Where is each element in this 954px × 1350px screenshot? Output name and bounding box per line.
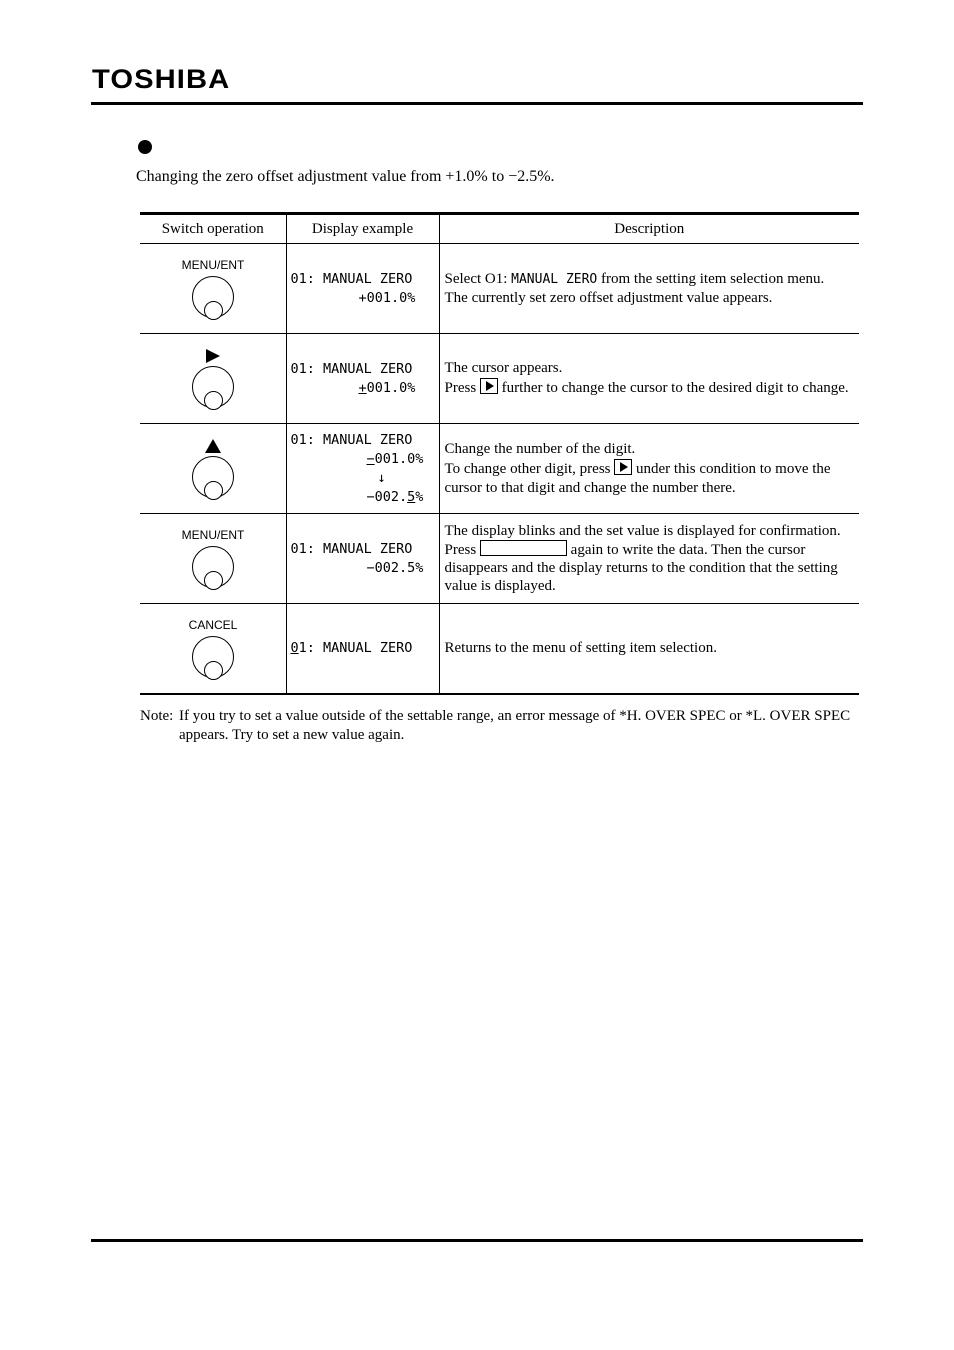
desc-text: Change the number of the digit. xyxy=(444,440,636,457)
desc-text: The currently set zero offset adjustment value appears. xyxy=(444,289,773,306)
table-row xyxy=(140,604,859,695)
cursor-char: − xyxy=(366,450,375,467)
desc-text: To change other digit, press xyxy=(444,460,615,477)
desc-text: under this condition to move the cursor to that digit and change the number there. xyxy=(444,460,831,496)
display-line: 001.0% xyxy=(374,450,424,467)
cursor-char: 5 xyxy=(407,488,416,505)
display-example xyxy=(287,431,439,507)
menu-ent-key-box xyxy=(480,540,567,556)
note xyxy=(140,707,860,745)
knob-icon xyxy=(192,366,234,408)
display-example xyxy=(287,540,439,578)
display-line: −002. xyxy=(366,488,408,505)
right-key-icon xyxy=(480,378,498,394)
description xyxy=(440,359,860,398)
description xyxy=(440,522,860,595)
display-example xyxy=(287,360,439,398)
right-key-icon xyxy=(614,459,632,475)
header-display-example: Display example xyxy=(286,214,439,244)
display-line: 001.0% xyxy=(366,379,416,396)
desc-text: again to write the data. Then the cursor disappears and the display returns to the condition that the setting value is displayed. xyxy=(444,542,838,594)
cursor-char: 0 xyxy=(290,640,299,656)
up-switch[interactable] xyxy=(140,424,286,513)
bullet-icon xyxy=(138,140,152,154)
switch-label: MENU/ENT xyxy=(181,528,245,542)
toshiba-logo: TOSHIBA xyxy=(92,64,231,94)
note-text: If you try to set a value outside of the settable range, an error message of *H. OVER SPEC or *L. OVER SPEC appears. Try to set a new value again. xyxy=(179,708,851,743)
desc-text: Select O1: xyxy=(444,270,512,287)
switch-label: MENU/ENT xyxy=(181,258,245,272)
table-row xyxy=(140,244,859,334)
desc-text: The cursor appears. xyxy=(444,360,563,376)
desc-text: from the setting item selection menu. xyxy=(597,270,825,287)
display-example xyxy=(287,639,439,658)
note-label: Note: xyxy=(140,708,174,724)
desc-text: Returns to the menu of setting item selection. xyxy=(444,640,717,656)
display-line: 01: MANUAL ZERO xyxy=(290,360,413,377)
up-arrow-icon xyxy=(205,439,221,453)
knob-icon xyxy=(192,636,234,678)
cursor-char: + xyxy=(358,379,367,396)
header-switch-operation: Switch operation xyxy=(140,214,286,244)
right-switch[interactable] xyxy=(140,334,286,423)
desc-text: further to change the cursor to the desired digit to change. xyxy=(497,380,849,396)
knob-icon xyxy=(192,276,234,318)
cancel-switch[interactable] xyxy=(140,604,286,693)
display-example xyxy=(287,270,439,308)
display-line: −002.5% xyxy=(366,559,424,576)
table-row xyxy=(140,424,859,514)
intro-text: Changing the zero offset adjustment value from +1.0% to −2.5%. xyxy=(136,168,555,185)
table-header-row xyxy=(140,214,859,244)
description xyxy=(440,270,860,308)
menu-ent-switch[interactable] xyxy=(140,244,286,333)
description xyxy=(440,639,860,658)
switch-label: CANCEL xyxy=(188,618,238,632)
display-line: 01: MANUAL ZERO xyxy=(290,270,413,287)
menu-ent-switch[interactable] xyxy=(140,514,286,603)
display-line: 01: MANUAL ZERO xyxy=(290,540,413,557)
display-line: +001.0% xyxy=(358,289,416,306)
display-line: 01: MANUAL ZERO xyxy=(290,431,413,448)
description xyxy=(440,440,860,498)
table-row xyxy=(140,514,859,604)
right-arrow-icon xyxy=(206,349,220,363)
knob-icon xyxy=(192,546,234,588)
display-line: % xyxy=(415,488,424,505)
table-row xyxy=(140,334,859,424)
footer-rule xyxy=(91,1239,863,1242)
header-description: Description xyxy=(439,214,859,244)
knob-icon xyxy=(192,456,234,498)
operation-table xyxy=(140,212,859,695)
down-arrow-icon: ↓ xyxy=(377,469,386,486)
desc-mono-text: MANUAL ZERO xyxy=(511,271,598,287)
desc-text: Press xyxy=(444,380,480,396)
header-rule xyxy=(91,102,863,105)
desc-text: The display blinks and the set value is displayed for confirmation. xyxy=(444,523,841,539)
desc-text: Press xyxy=(444,542,480,558)
display-line: 1: MANUAL ZERO xyxy=(298,640,413,656)
